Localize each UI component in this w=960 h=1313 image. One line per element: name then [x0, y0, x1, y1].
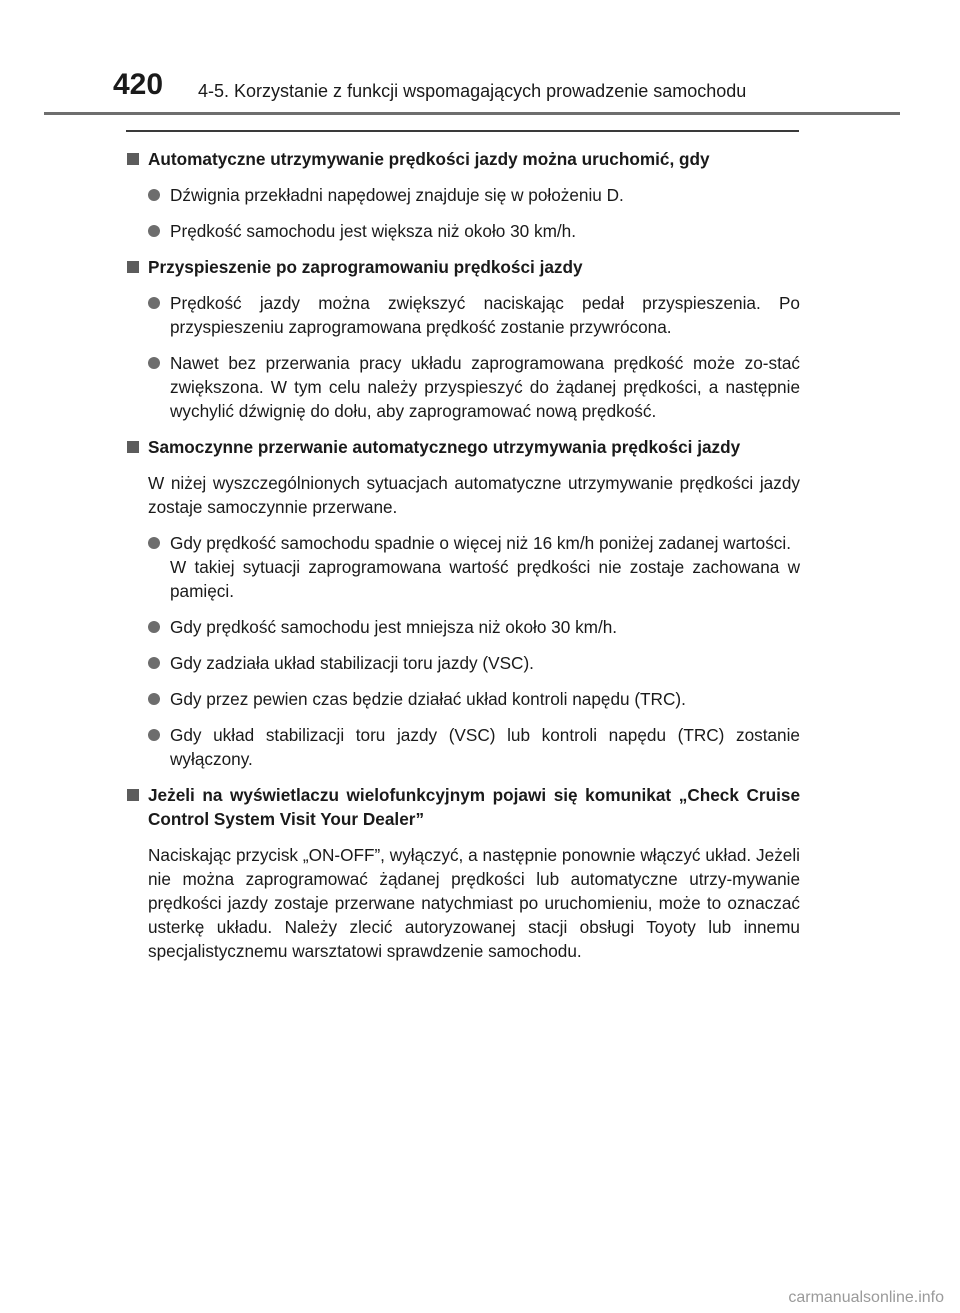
- square-bullet-icon: [127, 153, 139, 165]
- list-item: [126, 219, 800, 243]
- circle-bullet-icon: [148, 621, 160, 633]
- circle-bullet-icon: [148, 297, 160, 309]
- list-item: [126, 183, 800, 207]
- square-bullet-icon: [127, 789, 139, 801]
- circle-bullet-icon: [148, 537, 160, 549]
- list-item-text: Gdy prędkość samochodu spadnie o więcej niż 16 km/h poniżej zadanej wartości.: [170, 533, 791, 553]
- circle-bullet-icon: [148, 225, 160, 237]
- section-heading: [126, 435, 800, 459]
- section-heading: [126, 783, 800, 831]
- list-item-text: Dźwignia przekładni napędowej znajduje się w położeniu D.: [170, 185, 624, 205]
- list-item-note: W takiej sytuacji zaprogramowana wartość prędkości nie zostaje zachowana w pamięci.: [170, 557, 800, 601]
- circle-bullet-icon: [148, 357, 160, 369]
- page-content: [126, 147, 800, 975]
- list-item-text: Gdy przez pewien czas będzie działać układ kontroli napędu (TRC).: [170, 689, 686, 709]
- section-heading: [126, 255, 800, 279]
- header-divider: [44, 112, 900, 115]
- circle-bullet-icon: [148, 729, 160, 741]
- list-item: [126, 351, 800, 423]
- list-item-text: Gdy zadziała układ stabilizacji toru jazdy (VSC).: [170, 653, 534, 673]
- list-item: [126, 291, 800, 339]
- list-item: [126, 723, 800, 771]
- circle-bullet-icon: [148, 657, 160, 669]
- list-item-text: Nawet bez przerwania pracy układu zaprogramowana prędkość może zo-stać zwiększona. W tym celu należy przyspieszyć do żądanej prędkości, a następnie wychylić dźwignię do dołu, aby zaprogramować nową prędkość.: [170, 353, 800, 421]
- square-bullet-icon: [127, 441, 139, 453]
- section-body: Naciskając przycisk „ON-OFF”, wyłączyć, a następnie ponownie włączyć układ. Jeżeli nie można zaprogramować żądanej prędkości lub automatyczne utrzy-mywanie prędkości jazdy zostaje przerwane natychmiast po uruchomieniu, może to oznaczać usterkę układu. Należy zlecić autoryzowanej stacji obsługi Toyoty lub innemu specjalistycznemu warsztatowi sprawdzenie samochodu.: [148, 845, 800, 961]
- section-heading: [126, 147, 800, 171]
- section-intro: W niżej wyszczególnionych sytuacjach automatyczne utrzymywanie prędkości jazdy zostaje samoczynnie przerwane.: [148, 473, 800, 517]
- list-item: [126, 687, 800, 711]
- page-number: 420: [113, 68, 164, 101]
- section-heading-text: Samoczynne przerwanie automatycznego utrzymywania prędkości jazdy: [148, 437, 741, 457]
- section-heading-text: Jeżeli na wyświetlaczu wielofunkcyjnym pojawi się komunikat „Check Cruise Control System Visit Your Dealer”: [148, 785, 800, 829]
- circle-bullet-icon: [148, 189, 160, 201]
- chapter-title: 4-5. Korzystanie z funkcji wspomagających prowadzenie samochodu: [198, 81, 747, 101]
- list-item-text: Prędkość jazdy można zwiększyć naciskając pedał przyspieszenia. Po przyspieszeniu zaprogramowana prędkość zostanie przywrócona.: [170, 293, 800, 337]
- section-heading-text: Automatyczne utrzymywanie prędkości jazdy można uruchomić, gdy: [148, 149, 710, 169]
- section-divider: [126, 130, 799, 132]
- list-item: [126, 651, 800, 675]
- watermark[interactable]: carmanualsonline.info: [788, 1289, 944, 1306]
- list-item: [126, 531, 800, 603]
- list-item-text: Prędkość samochodu jest większa niż około 30 km/h.: [170, 221, 577, 241]
- square-bullet-icon: [127, 261, 139, 273]
- list-item-text: Gdy układ stabilizacji toru jazdy (VSC) lub kontroli napędu (TRC) zostanie wyłączony.: [170, 725, 800, 769]
- circle-bullet-icon: [148, 693, 160, 705]
- list-item: [126, 615, 800, 639]
- section-heading-text: Przyspieszenie po zaprogramowaniu prędkości jazdy: [148, 257, 583, 277]
- list-item-text: Gdy prędkość samochodu jest mniejsza niż około 30 km/h.: [170, 617, 618, 637]
